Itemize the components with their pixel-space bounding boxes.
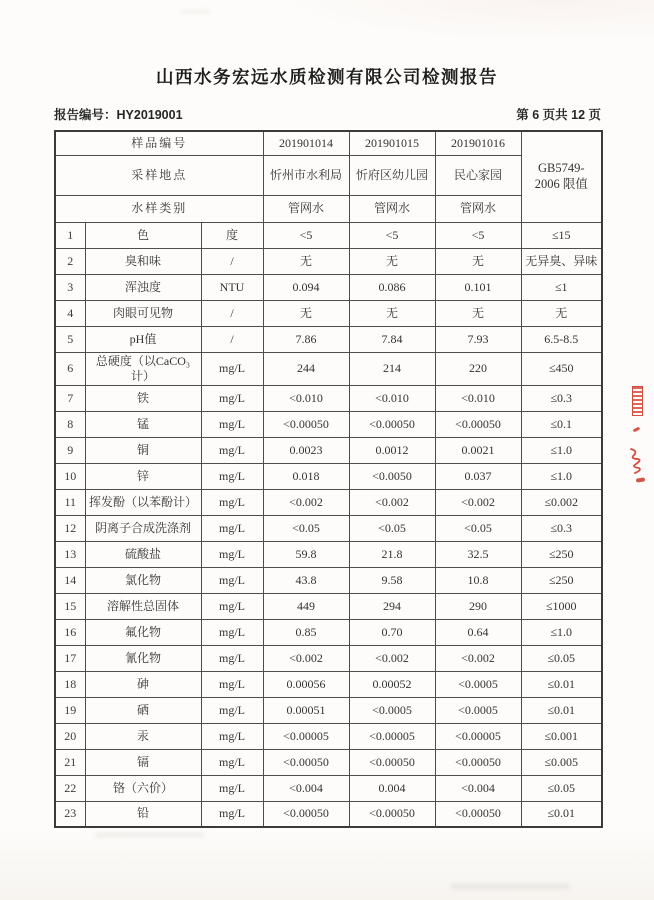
- sample-2-value: 7.84: [349, 326, 435, 352]
- results-table: [54, 130, 603, 828]
- location-1: 忻州市水利局: [263, 155, 349, 195]
- limit-value: ≤250: [521, 567, 602, 593]
- sample-3-value: <0.05: [435, 515, 521, 541]
- report-meta: [54, 105, 601, 123]
- sample-3-value: 220: [435, 352, 521, 385]
- row-number: 9: [55, 437, 85, 463]
- table-row: [55, 567, 602, 593]
- param-name: 氯化物: [85, 567, 201, 593]
- param-name: 硫酸盐: [85, 541, 201, 567]
- water-type-1: 管网水: [263, 195, 349, 222]
- sample-1-value: 449: [263, 593, 349, 619]
- param-unit: mg/L: [201, 775, 263, 801]
- param-unit: mg/L: [201, 411, 263, 437]
- sample-2-value: 0.0012: [349, 437, 435, 463]
- param-unit: mg/L: [201, 437, 263, 463]
- limit-value: ≤0.005: [521, 749, 602, 775]
- results-body: [55, 222, 602, 827]
- limit-value: ≤1000: [521, 593, 602, 619]
- sample-3-value: 无: [435, 248, 521, 274]
- sample-1-value: 0.018: [263, 463, 349, 489]
- page-title: 山西水务宏远水质检测有限公司检测报告: [156, 67, 498, 87]
- scan-smudge: [95, 833, 205, 837]
- param-unit: mg/L: [201, 749, 263, 775]
- water-type-label: 水样类别: [55, 195, 263, 222]
- row-number: 17: [55, 645, 85, 671]
- limit-value: ≤0.3: [521, 385, 602, 411]
- param-unit: /: [201, 300, 263, 326]
- sample-3-value: <0.002: [435, 489, 521, 515]
- param-name: 汞: [85, 723, 201, 749]
- row-number: 3: [55, 274, 85, 300]
- limit-value: 6.5-8.5: [521, 326, 602, 352]
- limit-value: ≤0.05: [521, 645, 602, 671]
- limit-value: ≤0.002: [521, 489, 602, 515]
- limit-value: ≤250: [521, 541, 602, 567]
- param-unit: mg/L: [201, 671, 263, 697]
- table-row: [55, 411, 602, 437]
- sample-3-value: 无: [435, 300, 521, 326]
- table-row: [55, 248, 602, 274]
- sample-2-value: 0.00052: [349, 671, 435, 697]
- sample-2-value: 0.004: [349, 775, 435, 801]
- sample-3-value: <0.0005: [435, 671, 521, 697]
- row-number: 19: [55, 697, 85, 723]
- param-name: 铅: [85, 801, 201, 827]
- table-row: [55, 775, 602, 801]
- limit-value: ≤0.3: [521, 515, 602, 541]
- param-unit: mg/L: [201, 489, 263, 515]
- param-unit: /: [201, 248, 263, 274]
- param-name: 浑浊度: [85, 274, 201, 300]
- sample-3-value: 0.037: [435, 463, 521, 489]
- table-row: [55, 645, 602, 671]
- param-name: 铬（六价）: [85, 775, 201, 801]
- param-unit: mg/L: [201, 619, 263, 645]
- table-row: [55, 274, 602, 300]
- param-name: 铁: [85, 385, 201, 411]
- sample-3-value: <0.00005: [435, 723, 521, 749]
- sample-3-value: 32.5: [435, 541, 521, 567]
- sample-3-value: <0.010: [435, 385, 521, 411]
- table-row: [55, 619, 602, 645]
- sample-1-value: <0.004: [263, 775, 349, 801]
- sample-1-value: 0.00051: [263, 697, 349, 723]
- row-number: 15: [55, 593, 85, 619]
- sample-2-value: <0.00050: [349, 801, 435, 827]
- sample-id-3: 201901016: [435, 131, 521, 155]
- table-row: [55, 515, 602, 541]
- row-number: 2: [55, 248, 85, 274]
- param-unit: 度: [201, 222, 263, 248]
- sample-1-value: 59.8: [263, 541, 349, 567]
- limit-value: ≤450: [521, 352, 602, 385]
- sample-1-value: 无: [263, 300, 349, 326]
- sample-1-value: 0.00056: [263, 671, 349, 697]
- param-name: 锌: [85, 463, 201, 489]
- param-name: pH值: [85, 326, 201, 352]
- table-row: [55, 697, 602, 723]
- header-row-location: [55, 155, 602, 195]
- limit-value: ≤0.1: [521, 411, 602, 437]
- limit-standard-header: [521, 131, 602, 222]
- sample-2-value: <0.00005: [349, 723, 435, 749]
- limit-value: ≤15: [521, 222, 602, 248]
- sample-2-value: <0.002: [349, 489, 435, 515]
- param-unit: mg/L: [201, 593, 263, 619]
- row-number: 16: [55, 619, 85, 645]
- row-number: 11: [55, 489, 85, 515]
- sample-1-value: 0.0023: [263, 437, 349, 463]
- sample-3-value: 0.0021: [435, 437, 521, 463]
- limit-value: ≤1: [521, 274, 602, 300]
- location-label: 采样地点: [55, 155, 263, 195]
- sample-2-value: 0.70: [349, 619, 435, 645]
- table-row: [55, 352, 602, 385]
- param-name: 氰化物: [85, 645, 201, 671]
- sample-id-2: 201901015: [349, 131, 435, 155]
- sample-2-value: 294: [349, 593, 435, 619]
- red-seal-fragment-icon: [632, 386, 643, 416]
- table-row: [55, 385, 602, 411]
- sample-2-value: <0.0050: [349, 463, 435, 489]
- limit-value: ≤1.0: [521, 437, 602, 463]
- sample-3-value: <0.00050: [435, 411, 521, 437]
- limit-value: 无: [521, 300, 602, 326]
- limit-value: ≤1.0: [521, 619, 602, 645]
- header-row-sample-id: [55, 131, 602, 155]
- sample-3-value: 0.101: [435, 274, 521, 300]
- sample-2-value: 无: [349, 248, 435, 274]
- param-name: 溶解性总固体: [85, 593, 201, 619]
- param-name: 硒: [85, 697, 201, 723]
- sample-1-value: <0.00050: [263, 411, 349, 437]
- sample-1-value: 0.094: [263, 274, 349, 300]
- limit-standard-line2: 2006 限值: [534, 176, 588, 191]
- table-row: [55, 801, 602, 827]
- param-name: 肉眼可见物: [85, 300, 201, 326]
- row-number: 22: [55, 775, 85, 801]
- red-seal-fragment-icon: [633, 427, 641, 433]
- sample-3-value: <0.004: [435, 775, 521, 801]
- param-name: 锰: [85, 411, 201, 437]
- row-number: 7: [55, 385, 85, 411]
- table-row: [55, 671, 602, 697]
- sample-1-value: <0.002: [263, 489, 349, 515]
- row-number: 1: [55, 222, 85, 248]
- param-unit: /: [201, 326, 263, 352]
- sample-3-value: 10.8: [435, 567, 521, 593]
- sample-3-value: <5: [435, 222, 521, 248]
- sample-1-value: 43.8: [263, 567, 349, 593]
- param-unit: NTU: [201, 274, 263, 300]
- water-type-2: 管网水: [349, 195, 435, 222]
- sample-2-value: <0.002: [349, 645, 435, 671]
- red-seal-fragment-icon: [628, 447, 644, 475]
- report-number: 报告编号：HY2019001: [54, 108, 183, 122]
- sample-2-value: 9.58: [349, 567, 435, 593]
- sample-1-value: <0.05: [263, 515, 349, 541]
- param-unit: mg/L: [201, 541, 263, 567]
- sample-1-value: <0.00050: [263, 801, 349, 827]
- param-unit: mg/L: [201, 723, 263, 749]
- row-number: 21: [55, 749, 85, 775]
- row-number: 6: [55, 352, 85, 385]
- row-number: 4: [55, 300, 85, 326]
- param-unit: mg/L: [201, 352, 263, 385]
- sample-2-value: <0.010: [349, 385, 435, 411]
- table-row: [55, 326, 602, 352]
- row-number: 5: [55, 326, 85, 352]
- limit-value: ≤0.05: [521, 775, 602, 801]
- sample-3-value: <0.0005: [435, 697, 521, 723]
- sample-2-value: 0.086: [349, 274, 435, 300]
- sample-1-value: <5: [263, 222, 349, 248]
- scan-smudge: [180, 10, 210, 13]
- location-2: 忻府区幼儿园: [349, 155, 435, 195]
- sample-2-value: <0.00050: [349, 411, 435, 437]
- row-number: 8: [55, 411, 85, 437]
- water-type-3: 管网水: [435, 195, 521, 222]
- limit-value: ≤1.0: [521, 463, 602, 489]
- sample-2-value: <5: [349, 222, 435, 248]
- header-row-water-type: [55, 195, 602, 222]
- sample-1-value: 244: [263, 352, 349, 385]
- param-unit: mg/L: [201, 801, 263, 827]
- sample-1-value: 无: [263, 248, 349, 274]
- param-unit: mg/L: [201, 567, 263, 593]
- sample-3-value: <0.00050: [435, 801, 521, 827]
- sample-2-value: 214: [349, 352, 435, 385]
- sample-1-value: <0.00050: [263, 749, 349, 775]
- param-name: 色: [85, 222, 201, 248]
- page-number: 第 6 页共 12 页: [516, 108, 601, 122]
- scan-smudge: [450, 884, 570, 889]
- row-number: 13: [55, 541, 85, 567]
- limit-value: ≤0.001: [521, 723, 602, 749]
- table-row: [55, 437, 602, 463]
- param-name: 铜: [85, 437, 201, 463]
- sample-1-value: 7.86: [263, 326, 349, 352]
- row-number: 20: [55, 723, 85, 749]
- sample-id-1: 201901014: [263, 131, 349, 155]
- limit-value: ≤0.01: [521, 801, 602, 827]
- table-row: [55, 222, 602, 248]
- sample-1-value: <0.002: [263, 645, 349, 671]
- sample-3-value: <0.002: [435, 645, 521, 671]
- param-name: 臭和味: [85, 248, 201, 274]
- sample-3-value: 7.93: [435, 326, 521, 352]
- table-row: [55, 723, 602, 749]
- param-unit: mg/L: [201, 385, 263, 411]
- sample-1-value: 0.85: [263, 619, 349, 645]
- sample-3-value: 290: [435, 593, 521, 619]
- table-row: [55, 463, 602, 489]
- sample-2-value: 21.8: [349, 541, 435, 567]
- table-row: [55, 489, 602, 515]
- limit-value: ≤0.01: [521, 671, 602, 697]
- table-row: [55, 541, 602, 567]
- sample-id-label: 样品编号: [55, 131, 263, 155]
- limit-standard-line1: GB5749-: [538, 161, 585, 176]
- row-number: 10: [55, 463, 85, 489]
- red-seal-fragment-icon: [636, 477, 645, 482]
- param-name: 镉: [85, 749, 201, 775]
- param-name: 阴离子合成洗涤剂: [85, 515, 201, 541]
- row-number: 14: [55, 567, 85, 593]
- row-number: 18: [55, 671, 85, 697]
- sample-3-value: 0.64: [435, 619, 521, 645]
- sample-2-value: 无: [349, 300, 435, 326]
- limit-value: ≤0.01: [521, 697, 602, 723]
- param-unit: mg/L: [201, 463, 263, 489]
- param-name: 总硬度（以CaCO₃计）: [85, 352, 201, 385]
- sample-2-value: <0.05: [349, 515, 435, 541]
- param-name: 挥发酚（以苯酚计）: [85, 489, 201, 515]
- param-unit: mg/L: [201, 697, 263, 723]
- table-row: [55, 300, 602, 326]
- table-row: [55, 749, 602, 775]
- param-unit: mg/L: [201, 645, 263, 671]
- sample-2-value: <0.0005: [349, 697, 435, 723]
- param-unit: mg/L: [201, 515, 263, 541]
- row-number: 23: [55, 801, 85, 827]
- param-name: 砷: [85, 671, 201, 697]
- sample-3-value: <0.00050: [435, 749, 521, 775]
- sample-1-value: <0.010: [263, 385, 349, 411]
- sample-2-value: <0.00050: [349, 749, 435, 775]
- location-3: 民心家园: [435, 155, 521, 195]
- param-name: 氟化物: [85, 619, 201, 645]
- table-row: [55, 593, 602, 619]
- row-number: 12: [55, 515, 85, 541]
- sample-1-value: <0.00005: [263, 723, 349, 749]
- limit-value: 无异臭、异味: [521, 248, 602, 274]
